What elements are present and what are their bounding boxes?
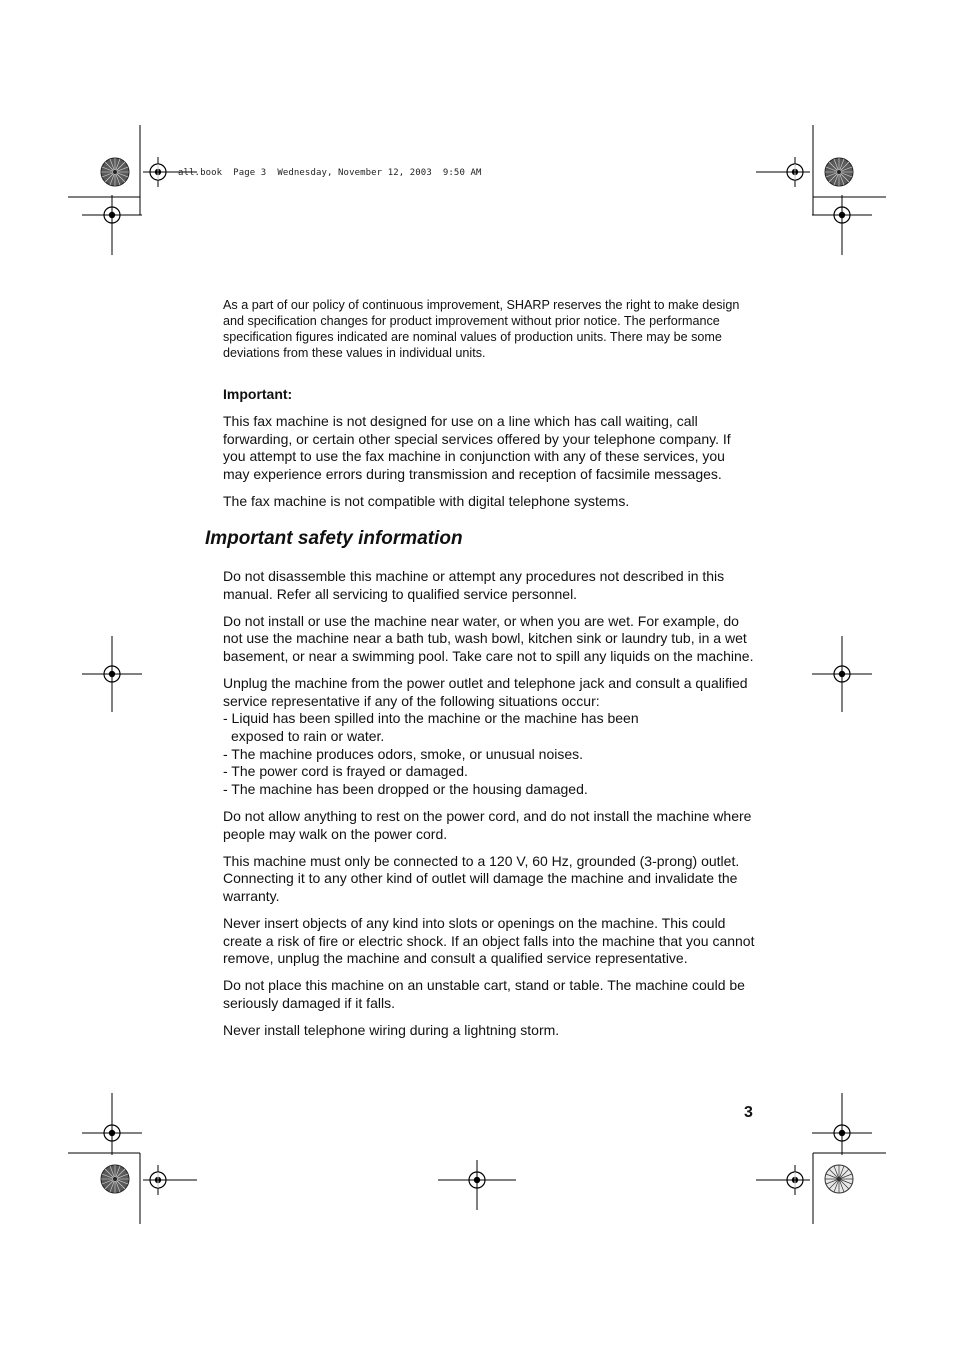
- important-paragraph-1: This fax machine is not designed for use on a line which has call waiting, call forwarding, or certain other special services offered by your telephone company. If you attempt to use the fax machine in conjunction with any of these services, you may experience errors during transmission and reception of facsimile messages.: [223, 413, 731, 482]
- page-number: 3: [744, 1104, 753, 1121]
- list-item: - The power cord is frayed or damaged.: [223, 763, 468, 780]
- list-item: - Liquid has been spilled into the machine or the machine has been: [223, 710, 639, 727]
- safety-section: [223, 568, 757, 1049]
- print-header-info: all.book Page 3 Wednesday, November 12, 2003 9:50 AM: [178, 168, 482, 178]
- safety-paragraph-5: This machine must only be connected to a 120 V, 60 Hz, grounded (3-prong) outlet. Connecting it to any other kind of outlet will damage the machine and invalidate the warranty.: [223, 852, 740, 904]
- list-item: exposed to rain or water.: [231, 727, 385, 744]
- safety-paragraph-3-intro: Unplug the machine from the power outlet and telephone jack and consult a qualified service representative if any of the following situations occur:: [223, 675, 748, 709]
- safety-paragraph-1: Do not disassemble this machine or attempt any procedures not described in this manual. Refer all servicing to qualified service personnel.: [223, 568, 725, 602]
- safety-paragraph-4: Do not allow anything to rest on the power cord, and do not install the machine where people may walk on the power cord.: [223, 807, 752, 842]
- section-title: Important safety information: [205, 528, 463, 549]
- important-heading: Important:: [223, 386, 293, 402]
- safety-paragraph-8: Never install telephone wiring during a lightning storm.: [223, 1022, 560, 1039]
- safety-paragraph-7: Do not place this machine on an unstable cart, stand or table. The machine could be seriously damaged if it falls.: [223, 977, 745, 1012]
- safety-paragraph-2: Do not install or use the machine near water, or when you are wet. For example, do not use the machine near a bath tub, wash bowl, kitchen sink or laundry tub, in a wet basement, or near a swimming pool. Take care not to spill any liquids on the machine.: [223, 612, 754, 664]
- policy-note: As a part of our policy of continuous improvement, SHARP reserves the right to make design and specification changes for product improvement without prior notice. The performance specification figures indicated are nominal values of production units. There may be some deviations from these values in individual units.: [223, 298, 740, 360]
- situation-list: [223, 710, 757, 798]
- safety-paragraph-3: [223, 675, 757, 798]
- list-item: - The machine produces odors, smoke, or unusual noises.: [223, 745, 584, 762]
- list-item: - The machine has been dropped or the housing damaged.: [223, 780, 588, 797]
- safety-paragraph-6: Never insert objects of any kind into slots or openings on the machine. This could create a risk of fire or electric shock. If an object falls into the machine that you cannot remove, unplug the machine and consult a qualified service representative.: [223, 915, 755, 967]
- intro-section: [223, 297, 755, 511]
- important-paragraph-2: The fax machine is not compatible with digital telephone systems.: [223, 493, 630, 510]
